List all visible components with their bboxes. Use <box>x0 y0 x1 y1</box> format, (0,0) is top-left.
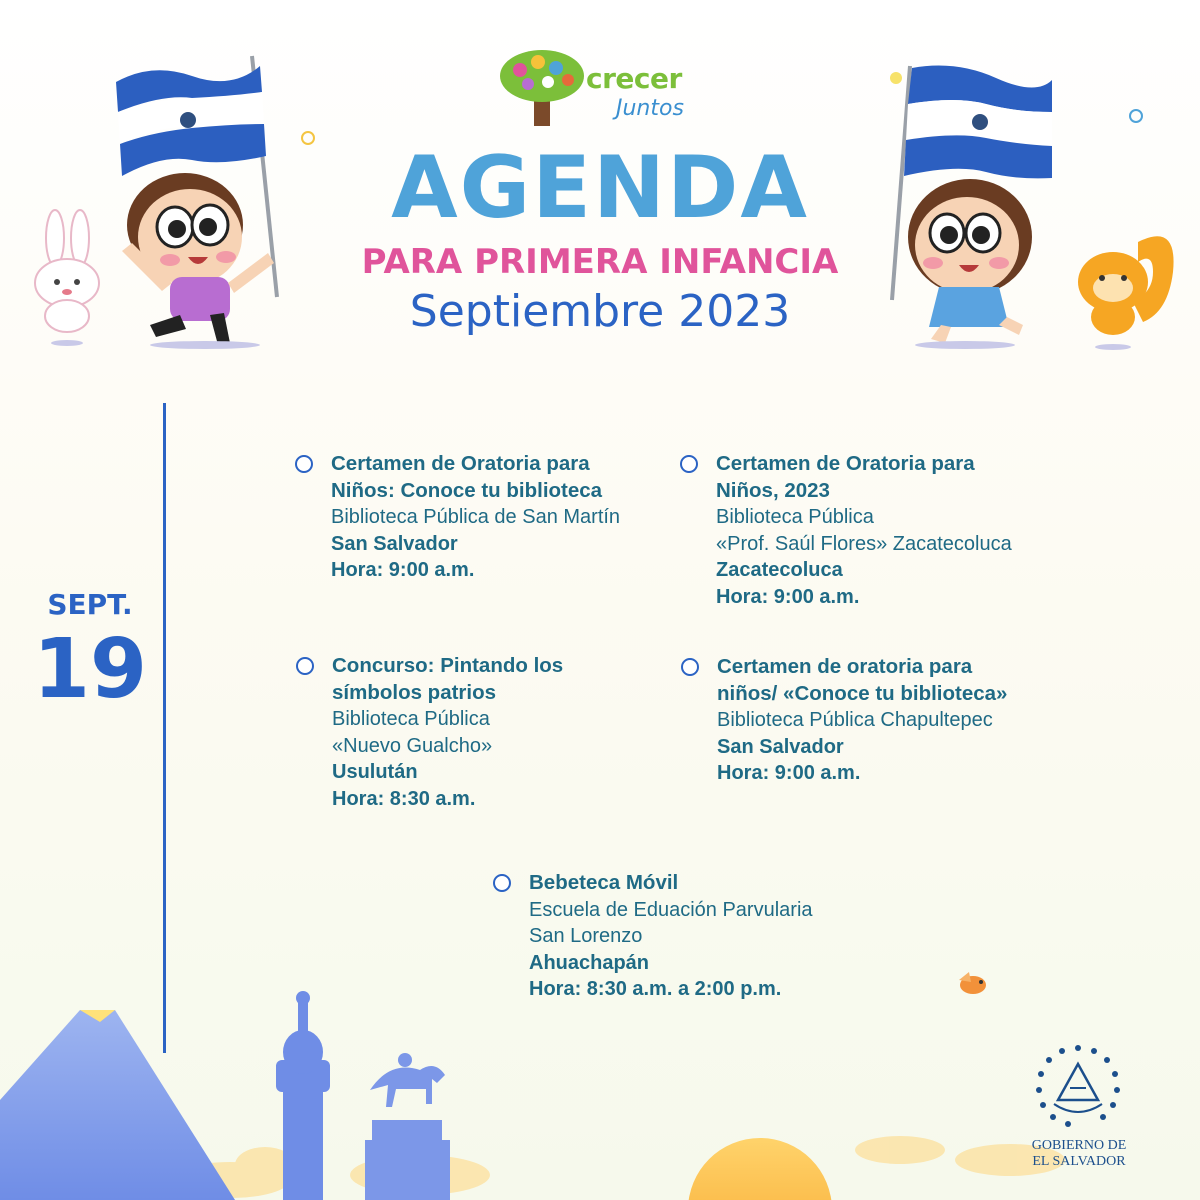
event-venue: Biblioteca Pública <box>716 506 874 529</box>
decor-dot <box>1128 108 1144 124</box>
event-title: símbolos patrios <box>332 680 497 704</box>
event-venue: «Prof. Saúl Flores» Zacatecoluca <box>716 532 1012 555</box>
event-city: Ahuachapán <box>529 951 650 974</box>
bullet-circle-icon <box>295 455 313 473</box>
event-city: Zacatecoluca <box>716 559 843 582</box>
crecer-juntos-logo <box>498 48 718 128</box>
event-time: Hora: 9:00 a.m. <box>717 762 861 785</box>
bullet-circle-icon <box>680 455 698 473</box>
event-item <box>529 870 869 1003</box>
government-emblem-icon <box>1030 1042 1126 1132</box>
event-time: Hora: 8:30 a.m. <box>332 787 476 810</box>
event-title: Certamen de Oratoria para <box>331 452 590 475</box>
timeline-line <box>163 403 166 1053</box>
statue-shape <box>365 1053 450 1200</box>
volcano-shape <box>0 1010 235 1200</box>
date-month: SEPT. <box>47 588 133 621</box>
event-title: Niños: Conoce tu biblioteca <box>331 478 603 502</box>
government-label-line1: GOBIERNO DE <box>1031 1138 1127 1153</box>
tree-logo-icon <box>498 48 586 128</box>
page-title: AGENDA <box>391 138 809 238</box>
event-city: San Salvador <box>717 735 844 758</box>
event-title: Certamen de Oratoria para <box>716 452 975 475</box>
bird-icon <box>955 968 991 998</box>
monument-shape <box>276 991 330 1200</box>
government-label <box>1015 1138 1143 1170</box>
event-time: Hora: 9:00 a.m. <box>716 585 860 608</box>
event-time: Hora: 8:30 a.m. a 2:00 p.m. <box>529 978 782 1001</box>
page-subtitle: PARA PRIMERA INFANCIA <box>361 242 839 282</box>
event-venue: San Lorenzo <box>529 925 643 948</box>
event-item <box>716 451 1056 611</box>
event-item <box>332 653 662 813</box>
event-title: niños/ «Conoce tu biblioteca» <box>717 681 1008 705</box>
bullet-circle-icon <box>681 658 699 676</box>
event-venue: Biblioteca Pública de San Martín <box>331 506 621 529</box>
event-item <box>331 451 661 584</box>
month-heading: Septiembre 2023 <box>409 286 791 337</box>
event-city: Usulután <box>332 761 418 784</box>
date-day: 19 <box>32 622 148 717</box>
event-venue: «Nuevo Gualcho» <box>332 734 493 757</box>
event-venue: Biblioteca Pública Chapultepec <box>717 709 993 732</box>
event-title: Niños, 2023 <box>716 478 830 502</box>
logo-word-crecer: crecer <box>586 62 682 95</box>
event-venue: Escuela de Eduación Parvularia <box>529 898 813 921</box>
government-label-line2: EL SALVADOR <box>1032 1154 1126 1169</box>
event-title: Certamen de oratoria para <box>717 655 973 678</box>
bullet-circle-icon <box>296 657 314 675</box>
event-time: Hora: 9:00 a.m. <box>331 559 475 582</box>
event-city: San Salvador <box>331 532 458 555</box>
event-title: Bebeteca Móvil <box>529 871 679 894</box>
bullet-circle-icon <box>493 874 511 892</box>
event-venue: Biblioteca Pública <box>332 708 490 731</box>
event-item <box>717 654 1057 787</box>
event-title: Concurso: Pintando los <box>332 654 564 677</box>
logo-word-juntos: Juntos <box>616 96 684 121</box>
sun-shape <box>688 1138 832 1200</box>
